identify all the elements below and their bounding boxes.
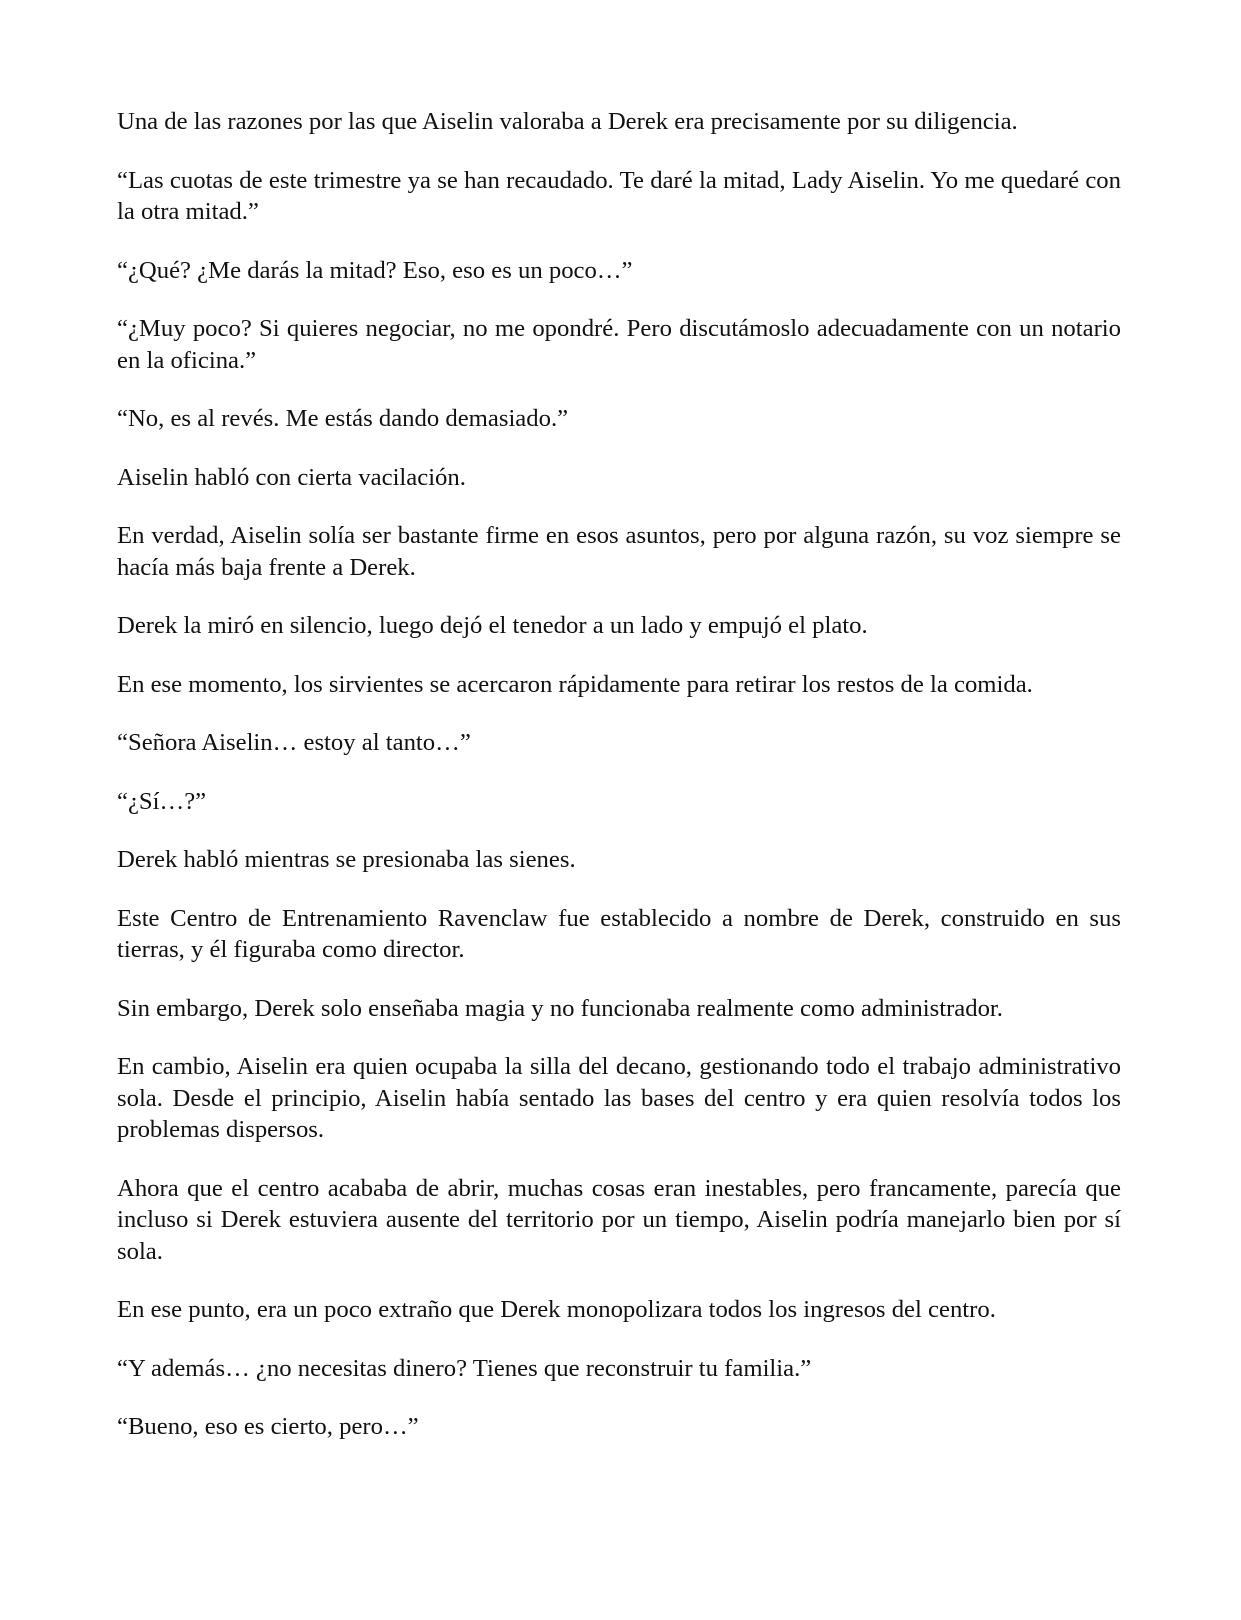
paragraph-18: “Y además… ¿no necesitas dinero? Tienes que reconstruir tu familia.” [117,1354,812,1382]
paragraph-16: Ahora que el centro acababa de abrir, muchas cosas eran inestables, pero francamente, parecía que incluso si Derek estuviera ausente del territorio por un tiempo, Aiselin podría manejarlo bien por sí sola. [117,1174,1121,1265]
paragraph-8: Derek la miró en silencio, luego dejó el tenedor a un lado y empujó el plato. [117,612,868,639]
paragraph-11: “¿Sí…?” [117,787,207,815]
paragraph-3: “¿Qué? ¿Me darás la mitad? Eso, eso es un poco…” [117,256,633,284]
paragraph-15: En cambio, Aiselin era quien ocupaba la silla del decano, gestionando todo el trabajo administrativo sola. Desde el principio, Aiselin había sentado las bases del centro y era quien resolvía todos los problemas dispersos. [117,1053,1121,1143]
paragraph-7: En verdad, Aiselin solía ser bastante firme en esos asuntos, pero por alguna razón, su voz siempre se hacía más baja frente a Derek. [117,522,1121,581]
paragraph-17: En ese punto, era un poco extraño que Derek monopolizara todos los ingresos del centro. [117,1296,996,1323]
paragraph-2: “Las cuotas de este trimestre ya se han recaudado. Te daré la mitad, Lady Aiselin. Yo me quedaré con la otra mitad.” [117,166,1121,225]
paragraph-19: “Bueno, eso es cierto, pero…” [117,1413,419,1440]
paragraph-5: “No, es al revés. Me estás dando demasiado.” [117,405,569,432]
paragraph-10: “Señora Aiselin… estoy al tanto…” [117,729,471,756]
paragraph-13: Este Centro de Entrenamiento Ravenclaw fue establecido a nombre de Derek, construido en sus tierras, y él figuraba como director. [117,904,1121,963]
paragraph-12: Derek habló mientras se presionaba las sienes. [117,846,576,873]
paragraph-6: Aiselin habló con cierta vacilación. [117,463,466,491]
paragraph-14: Sin embargo, Derek solo enseñaba magia y no funcionaba realmente como administrador. [117,994,1003,1022]
paragraph-1: Una de las razones por las que Aiselin valoraba a Derek era precisamente por su diligencia. [117,108,1018,135]
document-page [117,106,1121,1556]
paragraph-4: “¿Muy poco? Si quieres negociar, no me opondré. Pero discutámoslo adecuadamente con un notario en la oficina.” [117,315,1121,374]
paragraph-9: En ese momento, los sirvientes se acercaron rápidamente para retirar los restos de la comida. [117,670,1033,698]
